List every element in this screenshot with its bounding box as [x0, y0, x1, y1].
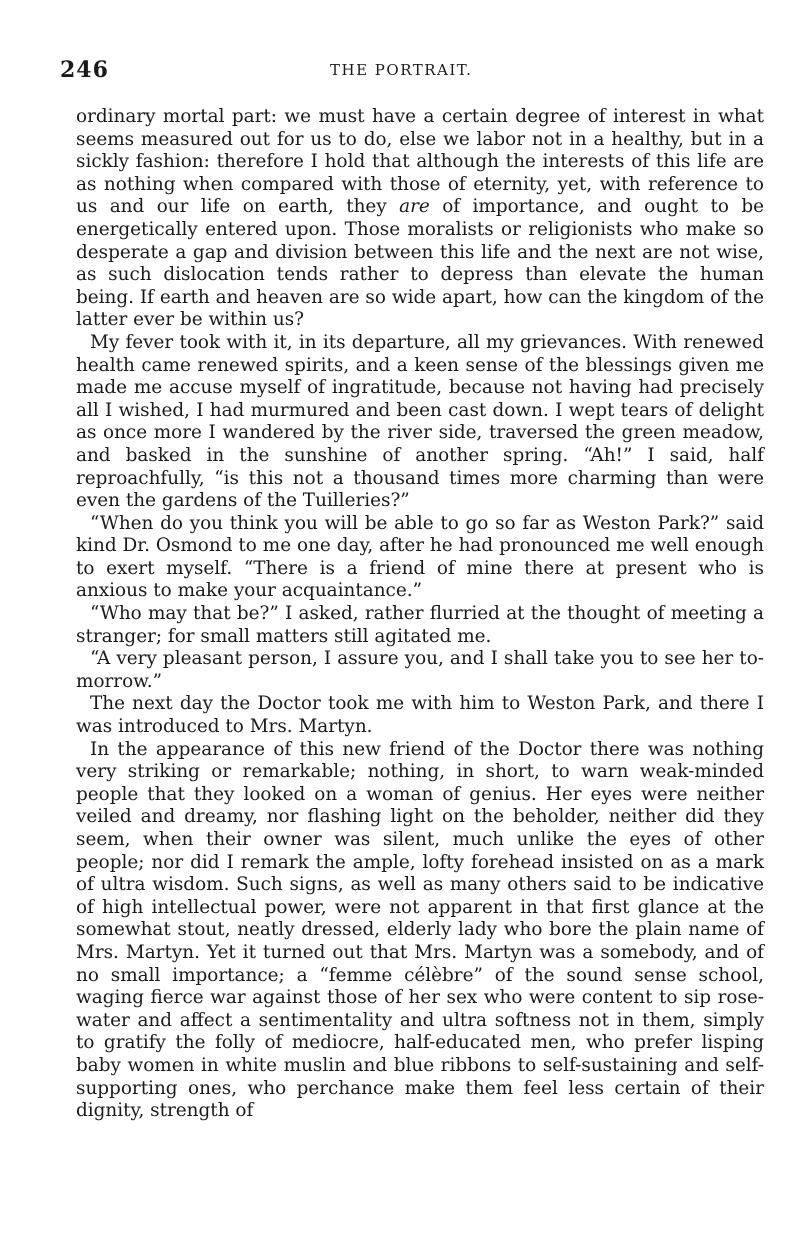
paragraph-5: “A very pleasant person, I assure you, and I shall take you to see her to-morrow.”: [76, 648, 764, 692]
paragraph-2: My fever took with it, in its departure, all my grievances. With renewed health came renewed spirits, and a keen sense of the blessings given me made me accuse myself of ingratitude, because not having had precisely all I wished, I had murmured and been cast down. I wept tears of delight as once more I wandered by the river side, traversed the green meadow, and basked in the sunshine of another spring. “Ah!” I said, half reproachfully, “is this not a thousand times more charming than were even the gardens of the Tuilleries?”: [76, 331, 764, 512]
paragraph-6: The next day the Doctor took me with him to Weston Park, and there I was introduced to Mrs. Martyn.: [76, 693, 764, 738]
paragraph-1: [76, 106, 764, 332]
paragraph-4: “Who may that be?” I asked, rather flurried at the thought of meeting a stranger; for small matters still agitated me.: [76, 603, 764, 647]
paragraph-1-part-2: of importance, and ought to be energetically entered upon. Those moralists or religionists who make so desperate a gap and division between this life and the next are not wise, as such dislocation tends rather to depress than elevate the human being. If earth and heaven are so wide apart, how can the kingdom of the latter ever be within us?: [76, 196, 765, 331]
body-text: [76, 106, 764, 1123]
paragraph-3: “When do you think you will be able to go so far as Weston Park?” said kind Dr. Osmond to me one day, after he had pronounced me well enough to exert myself. “There is a friend of mine there at present who is anxious to make your acquaintance.”: [76, 512, 764, 602]
paragraph-1-part-1: ordinary mortal part: we must have a certain degree of interest in what seems measured out for us to do, else we labor not in a healthy, but in a sickly fashion: therefore I hold that although the interests of this life are as nothing when compared with those of eternity, yet, with reference to us and our life on earth, they: [76, 106, 764, 218]
paragraph-1-italic-are: are: [399, 196, 430, 218]
running-header: [60, 57, 760, 87]
running-title: THE PORTRAIT.: [330, 61, 473, 79]
paragraph-7: In the appearance of this new friend of the Doctor there was nothing very striking or remarkable; nothing, in short, to warn weak-minded people that they looked on a woman of genius. Her eyes were neither veiled and dreamy, nor flashing light on the beholder, neither did they seem, when their owner was silent, much unlike the eyes of other people; nor did I remark the ample, lofty forehead insisted on as a mark of ultra wisdom. Such signs, as well as many others said to be indicative of high intellectual power, were not apparent in that first glance at the somewhat stout, neatly dressed, elderly lady who bore the plain name of Mrs. Martyn. Yet it turned out that Mrs. Martyn was a somebody, and of no small importance; a “femme célèbre” of the sound sense school, waging fierce war against those of her sex who were content to sip rose-water and affect a sentimentality and ultra softness not in them, simply to gratify the folly of mediocre, half-educated men, who prefer lisping baby women in white muslin and blue ribbons to self-sustaining and self-supporting ones, who perchance make them feel less certain of their dignity, strength of: [76, 738, 764, 1122]
page-number: 246: [60, 57, 109, 83]
